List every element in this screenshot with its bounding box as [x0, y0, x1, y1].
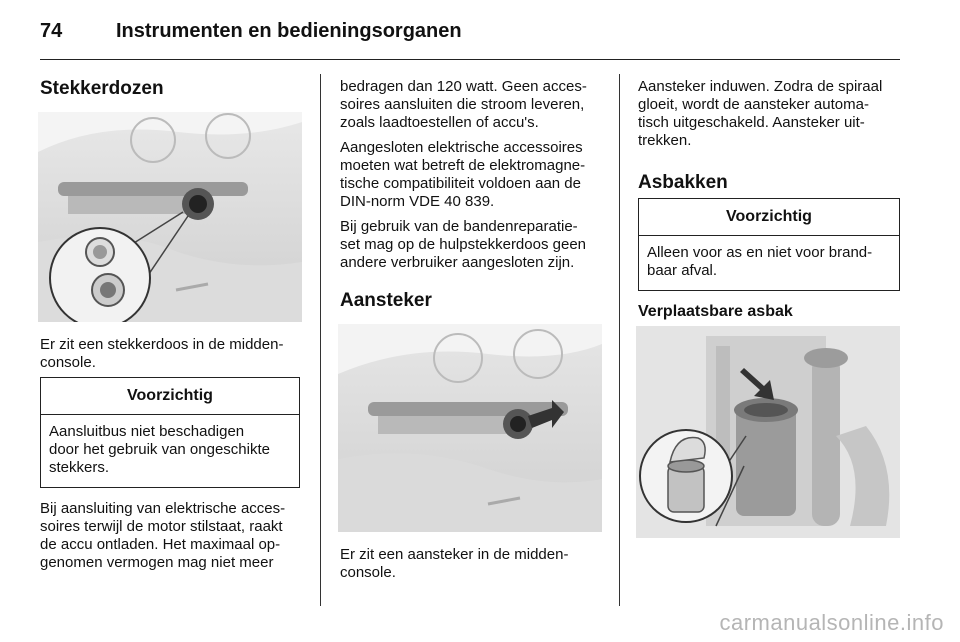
section-heading-aansteker: Aansteker — [340, 290, 432, 311]
cigarette-lighter-illustration — [338, 324, 602, 532]
col1-text-2 — [40, 500, 312, 572]
paragraph-line: Bij gebruik van de bandenreparatie- — [340, 218, 578, 235]
warning-line: stekkers. — [49, 459, 110, 476]
paragraph-line: Aansteker induwen. Zodra de spiraal — [638, 78, 883, 95]
power-outlet-drawing — [38, 112, 302, 322]
watermark: carmanualsonline.info — [719, 610, 944, 635]
warning-title: Voorzichtig — [639, 199, 899, 236]
col3-subheading-wrap — [638, 303, 904, 321]
warning-body — [41, 415, 299, 485]
paragraph-line: andere verbruiker aangesloten zijn. — [340, 254, 575, 271]
warning-line: Alleen voor as en niet voor brand- — [647, 244, 873, 261]
paragraph-line: Er zit een aansteker in de midden- — [340, 546, 569, 563]
ashtray-illustration — [636, 326, 900, 538]
section-heading-stekkerdozen: Stekkerdozen — [40, 78, 164, 99]
warning-line: baar afval. — [647, 262, 718, 279]
page-number: 74 — [40, 20, 63, 42]
warning-title: Voorzichtig — [41, 378, 299, 415]
paragraph-line: tisch uitgeschakeld. Aansteker uit- — [638, 114, 865, 131]
paragraph-line: console. — [340, 564, 396, 581]
col3-heading-wrap — [638, 172, 904, 194]
col2-text-2 — [340, 546, 606, 582]
column-divider-1 — [320, 74, 321, 606]
paragraph-line: bedragen dan 120 watt. Geen acces- — [340, 78, 587, 95]
header-rule — [40, 59, 900, 60]
power-outlet-illustration — [38, 112, 302, 322]
warning-body — [639, 236, 899, 288]
col1-text-1 — [40, 336, 310, 372]
col3-text-1 — [638, 78, 908, 150]
paragraph-line: gloeit, wordt de aansteker automa- — [638, 96, 869, 113]
paragraph-line: soires terwijl de motor stilstaat, raakt — [40, 518, 283, 535]
paragraph-line: trekken. — [638, 132, 692, 149]
paragraph-line: Aangesloten elektrische accessoires — [340, 139, 583, 156]
column-1 — [40, 78, 306, 100]
paragraph-line: tische compatibiliteit voldoen aan de — [340, 175, 581, 192]
paragraph-line: Bij aansluiting van elektrische acces- — [40, 500, 286, 517]
paragraph-line: DIN-norm VDE 40 839. — [340, 193, 495, 210]
paragraph-line: Er zit een stekkerdoos in de midden- — [40, 336, 284, 353]
paragraph-line: soires aansluiten die stroom leveren, — [340, 96, 585, 113]
col2-heading-wrap — [340, 290, 606, 312]
paragraph-line: console. — [40, 354, 96, 371]
paragraph-line: set mag op de hulpstekkerdoos geen — [340, 236, 586, 253]
column-divider-2 — [619, 74, 620, 606]
page-header — [40, 18, 900, 58]
section-heading-asbakken: Asbakken — [638, 172, 728, 193]
chapter-title: Instrumenten en bedieningsorganen — [116, 20, 462, 42]
col2-text-1 — [340, 78, 606, 272]
warning-box-ashtray — [638, 198, 900, 291]
ashtray-drawing — [636, 326, 900, 538]
subheading-verplaatsbare-asbak: Verplaatsbare asbak — [638, 303, 793, 320]
paragraph-line: genomen vermogen mag niet meer — [40, 554, 274, 571]
warning-line: door het gebruik van ongeschikte — [49, 441, 270, 458]
paragraph-line: moeten wat betreft de elektromagne- — [340, 157, 586, 174]
paragraph-line: de accu ontladen. Het maximaal op- — [40, 536, 281, 553]
lighter-drawing — [338, 324, 602, 532]
warning-box-outlet — [40, 377, 300, 488]
paragraph-line: zoals laadtoestellen of accu's. — [340, 114, 539, 131]
warning-line: Aansluitbus niet beschadigen — [49, 423, 245, 440]
